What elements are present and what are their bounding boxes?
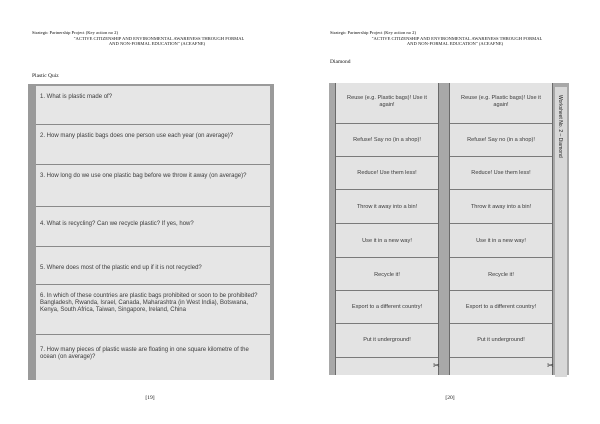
- card-text: Put it underground!: [477, 337, 525, 343]
- right-page: [300, 0, 600, 424]
- card-text: Reduce! Use them less!: [357, 170, 417, 176]
- diamond-worksheet-photo: [329, 83, 569, 375]
- quiz-question-row: [36, 334, 270, 381]
- quiz-question-row: [36, 124, 270, 165]
- card-text: Put it underground!: [363, 337, 411, 343]
- card-cell: [450, 257, 552, 291]
- header-line-1: Strategic Partnership Project (Key action no 2): [32, 30, 118, 35]
- card-cell: [336, 323, 438, 358]
- quiz-question: 4. What is recycling? Can we recycle plastic? If yes, how?: [40, 221, 194, 227]
- card-cell: [336, 357, 438, 376]
- card-cell: [450, 83, 552, 123]
- card-cell: [450, 323, 552, 358]
- section-title: Diamond: [330, 59, 351, 65]
- card-text: Recycle it!: [488, 272, 514, 278]
- card-column-right: [449, 83, 553, 375]
- page-number: [19]: [145, 395, 155, 401]
- quiz-question: 5. Where does most of the plastic end up if it is not recycled?: [40, 265, 202, 271]
- card-text: Throw it away into a bin!: [470, 204, 532, 210]
- card-cell: [336, 189, 438, 224]
- card-cell: [336, 83, 438, 123]
- card-cell: [450, 156, 552, 190]
- quiz-question-row: [36, 86, 270, 124]
- card-cell: [336, 123, 438, 157]
- quiz-worksheet-photo: [28, 84, 274, 380]
- header-line-3: AND NON-FORMAL EDUCATION" (ACEAFNE): [406, 41, 504, 47]
- card-cell: [450, 357, 552, 376]
- quiz-question: 1. What is plastic made of?: [40, 94, 113, 100]
- card-text: Export to a different country!: [351, 304, 423, 310]
- header-line-1: Strategic Partnership Project (Key action no 2): [330, 30, 416, 35]
- quiz-card: [36, 86, 270, 380]
- card-cell: [336, 156, 438, 190]
- card-text: Refuse! Say no (in a shop)!: [467, 137, 535, 143]
- card-text: Recycle it!: [374, 272, 400, 278]
- header-line-2: "ACTIVE CITIZENSHIP AND ENVIRONMENTAL AWARENESS THROUGH FORMAL: [371, 35, 543, 41]
- card-cell: [336, 290, 438, 324]
- quiz-question-row: [36, 284, 270, 335]
- card-column-left: [335, 83, 439, 375]
- quiz-question: 6. In which of these countries are plastic bags prohibited or soon to be prohibited? Bangladesh, Rwanda, Israel, Canada, Maharashtra (in West India), Botswana, Kenya, South Africa, Taiwan, Singapore, Ireland, China: [40, 293, 258, 314]
- page-header: [32, 30, 282, 47]
- quiz-question: 3. How long do we use one plastic bag before we throw it away (on average)?: [40, 173, 247, 179]
- card-cell: [450, 189, 552, 224]
- quiz-question: 7. How many pieces of plastic waste are floating in one square kilometre of the ocean (on average)?: [40, 347, 249, 361]
- card-text: Export to a different country!: [465, 304, 537, 310]
- card-cell: [450, 223, 552, 258]
- header-line-3: AND NON-FORMAL EDUCATION" (ACEAFNE): [108, 41, 206, 47]
- quiz-question: 2. How many plastic bags does one person use each year (on average)?: [40, 133, 234, 139]
- quiz-question-row: [36, 246, 270, 285]
- card-text: Throw it away into a bin!: [356, 204, 418, 210]
- card-cell: [336, 257, 438, 291]
- scissors-icon: ✂: [433, 361, 440, 370]
- card-text: Reuse (e.g. Plastic bags)! Use it again!: [347, 95, 427, 108]
- page-number: [20]: [445, 395, 455, 401]
- card-text: Reduce! Use them less!: [471, 170, 531, 176]
- section-title: Plastic Quiz: [32, 73, 59, 79]
- worksheet-side-strip: [555, 87, 567, 377]
- quiz-question-row: [36, 206, 270, 247]
- page-header: [330, 30, 580, 47]
- card-text: Use it in a new way!: [362, 238, 412, 244]
- card-text: Refuse! Say no (in a shop)!: [353, 137, 421, 143]
- card-text: Use it in a new way!: [476, 238, 526, 244]
- scissors-icon: ✂: [547, 361, 554, 370]
- card-cell: [450, 123, 552, 157]
- card-cell: [450, 290, 552, 324]
- card-text: Reuse (e.g. Plastic bags)! Use it again!: [461, 95, 541, 108]
- header-line-2: "ACTIVE CITIZENSHIP AND ENVIRONMENTAL AWARENESS THROUGH FORMAL: [73, 35, 245, 41]
- card-cell: [336, 223, 438, 258]
- quiz-question-row: [36, 164, 270, 207]
- worksheet-label: Worksheet No. 2 – Diamond: [557, 95, 563, 158]
